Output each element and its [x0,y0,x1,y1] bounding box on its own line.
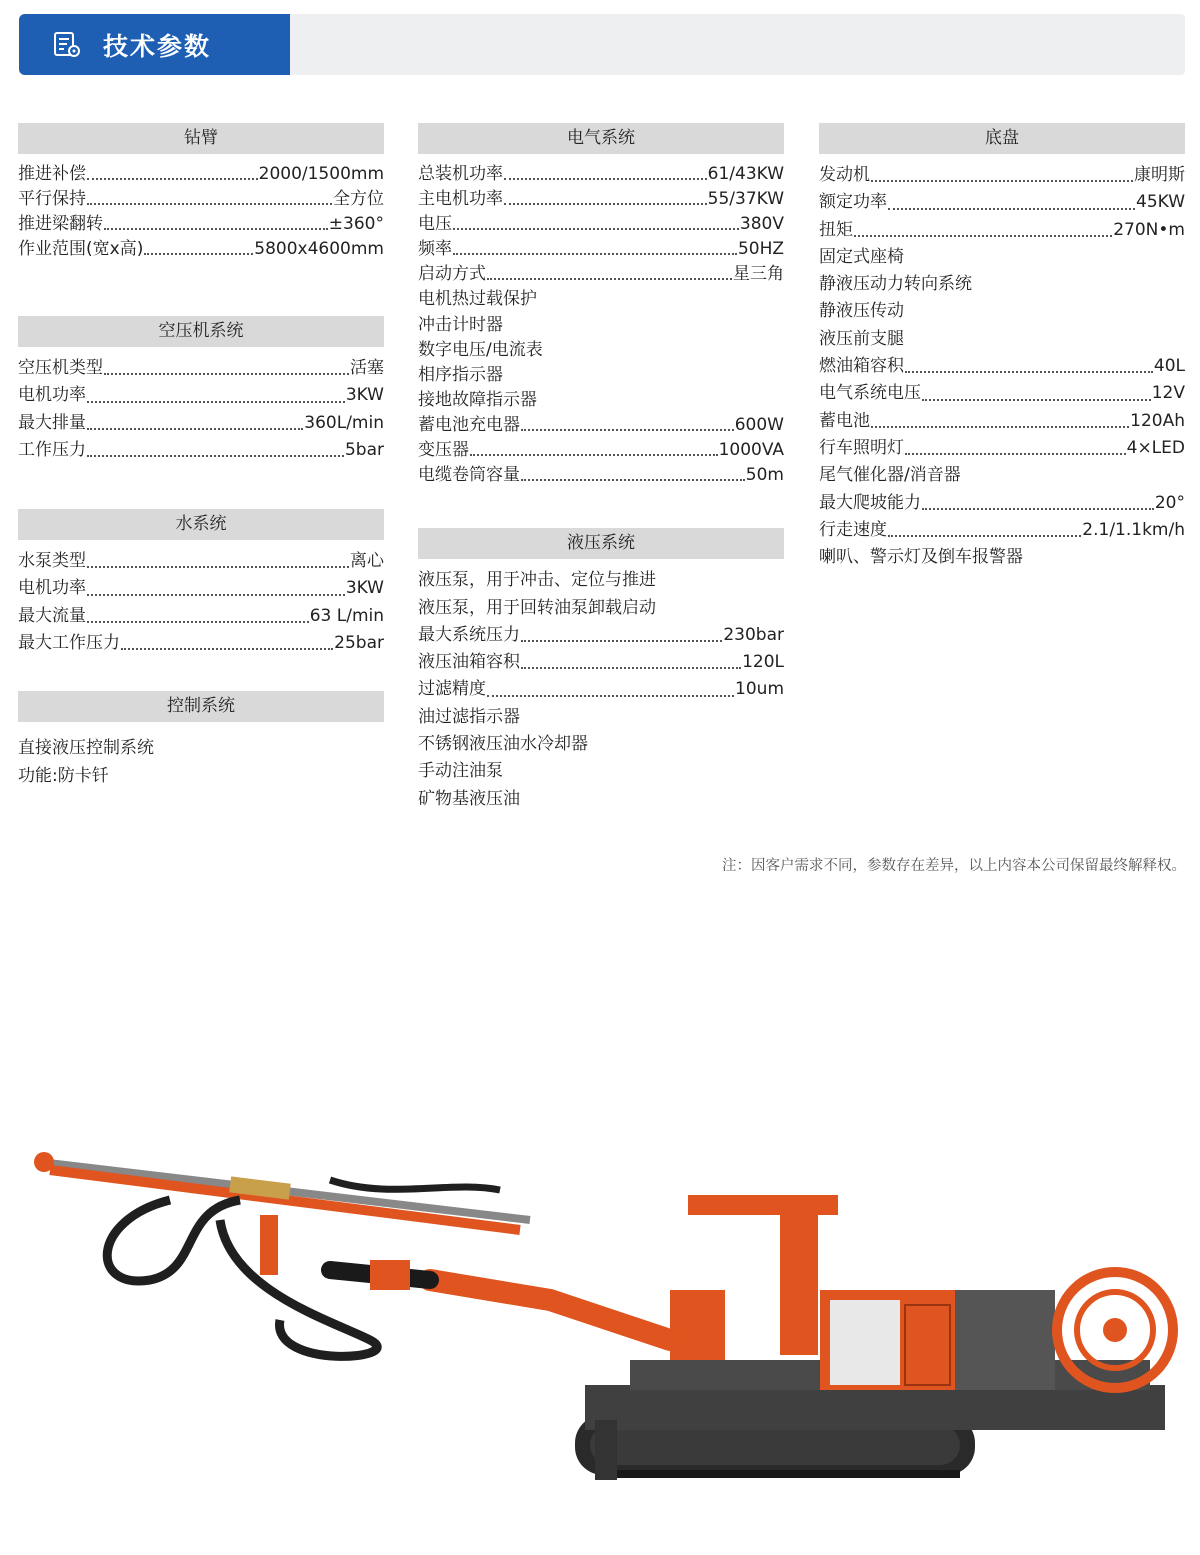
spec-label: 不锈钢液压油水冷却器 [418,734,588,754]
spec-value: 230bar [723,624,784,645]
spec-row [418,237,784,262]
dotted-leader [470,454,718,456]
spec-value: 600W [734,414,784,435]
section-title: 液压系统 [418,528,784,559]
spec-row [819,544,1185,571]
spec-row [18,382,384,409]
spec-value: 4×LED [1126,437,1185,458]
spec-value: 5bar [344,439,384,460]
spec-row [418,388,784,413]
dotted-leader [521,667,741,669]
spec-value: 2.1/1.1km/h [1082,519,1185,540]
dotted-leader [121,648,333,650]
spec-label: 尾气催化器/消音器 [819,465,961,486]
spec-value: 5800x4600mm [254,239,384,259]
spec-label: 蓄电池 [819,410,870,431]
spec-label: 电气系统电压 [819,383,921,404]
dotted-leader [922,508,1154,510]
spec-value: 12V [1151,383,1185,404]
spec-label: 最大流量 [18,605,86,626]
column-right [819,123,1185,571]
spec-value: ±360° [328,214,384,234]
spec-label: 液压泵，用于冲击、定位与推进 [418,570,656,591]
dotted-leader [504,203,707,205]
spec-row [18,410,384,437]
spec-value: 63 L/min [309,605,384,626]
section-title: 控制系统 [18,691,384,722]
section-title: 水系统 [18,509,384,540]
dotted-leader [453,228,739,230]
dotted-leader [87,455,344,457]
spec-label: 主电机功率 [418,189,503,210]
dotted-leader [905,453,1126,455]
spec-row [819,353,1185,380]
spec-value: 61/43KW [707,164,784,184]
header-tab [19,14,290,75]
spec-label: 额定功率 [819,192,887,213]
spec-value: 55/37KW [707,189,784,210]
spec-label: 行车照明灯 [819,437,904,458]
spec-row [819,380,1185,407]
column-middle [418,123,784,813]
spec-label: 接地故障指示器 [418,389,537,410]
spec-label: 功能:防卡钎 [18,765,109,786]
dotted-leader [87,401,345,403]
dotted-leader [87,594,345,596]
section-hydraulic [418,528,784,813]
section-boom [18,123,384,262]
spec-value: 星三角 [733,264,784,285]
spec-row [18,212,384,237]
spec-label: 喇叭、警示灯及倒车报警器 [819,547,1023,568]
section-title: 底盘 [819,123,1185,154]
column-left [18,123,384,790]
spec-value: 45KW [1136,192,1185,213]
spec-value: 康明斯 [1134,165,1185,185]
spec-label: 扭矩 [819,219,853,240]
spec-value: 270N•m [1113,219,1185,240]
spec-value: 360L/min [304,412,384,433]
spec-row [18,630,384,657]
spec-label: 冲击计时器 [418,314,503,335]
spec-label: 固定式座椅 [819,246,904,267]
spec-row [18,763,384,791]
section-water [18,509,384,657]
dotted-leader [487,695,734,697]
spec-row [418,287,784,312]
dotted-leader [521,640,722,642]
dotted-leader [854,235,1112,237]
dotted-leader [905,371,1153,373]
dotted-leader [888,208,1135,210]
spec-value: 120Ah [1130,410,1185,431]
disclaimer-note: 注：因客户需求不同，参数存在差异，以上内容本公司保留最终解释权。 [722,858,1186,874]
spec-row [18,162,384,187]
spec-row [18,603,384,630]
spec-label: 静液压动力转向系统 [819,274,972,295]
spec-row [418,463,784,488]
dotted-leader [487,278,732,280]
page-title: 技术参数 [103,31,212,61]
spec-row [418,567,784,594]
spec-value: 40L [1153,356,1185,377]
dotted-leader [888,535,1081,537]
spec-value: 20° [1154,492,1185,513]
spec-label: 液压油箱容积 [418,652,520,673]
spec-label: 最大爬坡能力 [819,492,921,513]
dotted-leader [104,373,349,375]
spec-label: 最大系统压力 [418,624,520,645]
spec-row [418,413,784,438]
spec-row [18,437,384,464]
spec-label: 液压泵，用于回转油泵卸载启动 [418,597,656,618]
spec-label: 最大工作压力 [18,633,120,654]
spec-value: 120L [742,652,784,673]
spec-row [418,731,784,758]
spec-label: 电机功率 [18,385,86,406]
spec-row [819,162,1185,189]
dotted-leader [871,426,1129,428]
spec-label: 数字电压/电流表 [418,339,543,360]
spec-value: 离心 [350,551,384,572]
spec-value: 10um [735,679,784,700]
section-title: 钻臂 [18,123,384,154]
drilling-rig-illustration [30,1140,1180,1500]
spec-label: 频率 [418,239,452,260]
spec-label: 液压前支腿 [819,328,904,349]
spec-label: 平行保持 [18,189,86,209]
spec-row [819,217,1185,244]
dotted-leader [453,253,737,255]
spec-value: 3KW [345,385,384,406]
spec-value: 50HZ [737,239,784,260]
spec-row [418,649,784,676]
spec-label: 油过滤指示器 [418,706,520,727]
spec-label: 蓄电池充电器 [418,414,520,435]
spec-label: 启动方式 [418,264,486,285]
spec-row [418,313,784,338]
spec-row [18,237,384,262]
spec-row [418,676,784,703]
section-air-compressor [18,316,384,464]
spec-label: 水泵类型 [18,551,86,572]
dotted-leader [504,178,707,180]
dotted-leader [922,399,1151,401]
spec-label: 行走速度 [819,519,887,540]
dotted-leader [87,621,309,623]
spec-value: 全方位 [333,189,384,209]
spec-row [418,786,784,813]
dotted-leader [871,180,1133,182]
spec-value: 25bar [334,633,384,654]
spec-label: 过滤精度 [418,679,486,700]
spec-row [819,271,1185,298]
spec-value: 2000/1500mm [258,164,384,184]
spec-label: 直接液压控制系统 [18,738,154,759]
spec-row [819,490,1185,517]
spec-label: 发动机 [819,165,870,185]
dotted-leader [87,203,332,205]
dotted-leader [521,429,734,431]
spec-row [18,548,384,575]
section-electric [418,123,784,488]
dotted-leader [87,566,349,568]
spec-label: 变压器 [418,440,469,461]
spec-row [418,438,784,463]
dotted-leader [521,479,745,481]
spec-row [18,355,384,382]
spec-row [418,363,784,388]
spec-label: 推进补偿 [18,164,86,184]
spec-row [819,517,1185,544]
spec-row [819,298,1185,325]
spec-label: 相序指示器 [418,364,503,385]
dotted-leader [144,253,253,255]
spec-label: 最大排量 [18,412,86,433]
spec-row [418,262,784,287]
spec-label: 手动注油泵 [418,761,503,782]
spec-row [418,704,784,731]
section-chassis [819,123,1185,571]
spec-value: 380V [739,214,784,235]
spec-label: 矿物基液压油 [418,788,520,809]
spec-row [18,187,384,212]
spec-row [418,162,784,187]
spec-row [418,758,784,785]
spec-row [819,244,1185,271]
spec-row [18,735,384,763]
spec-label: 推进梁翻转 [18,214,103,234]
spec-label: 总装机功率 [418,164,503,184]
spec-value: 50m [745,465,784,486]
section-title: 空压机系统 [18,316,384,347]
spec-document-icon [51,29,83,61]
spec-row [418,622,784,649]
spec-label: 燃油箱容积 [819,356,904,377]
section-control [18,691,384,790]
spec-label: 电机功率 [18,578,86,599]
spec-value: 活塞 [350,358,384,378]
spec-value: 1000VA [718,440,784,461]
spec-row [819,462,1185,489]
spec-row [819,408,1185,435]
spec-row [418,187,784,212]
spec-label: 电缆卷筒容量 [418,465,520,486]
spec-row [418,338,784,363]
spec-label: 电压 [418,214,452,235]
dotted-leader [87,178,258,180]
spec-row [18,575,384,602]
dotted-leader [87,428,303,430]
spec-row [418,212,784,237]
spec-label: 电机热过载保护 [418,289,537,310]
spec-row [819,189,1185,216]
spec-label: 作业范围(宽x高) [18,239,144,259]
spec-row [819,326,1185,353]
spec-label: 空压机类型 [18,358,103,378]
dotted-leader [104,228,328,230]
spec-row [819,435,1185,462]
spec-label: 静液压传动 [819,301,904,322]
section-title: 电气系统 [418,123,784,154]
spec-row [418,595,784,622]
spec-value: 3KW [345,578,384,599]
spec-label: 工作压力 [18,439,86,460]
